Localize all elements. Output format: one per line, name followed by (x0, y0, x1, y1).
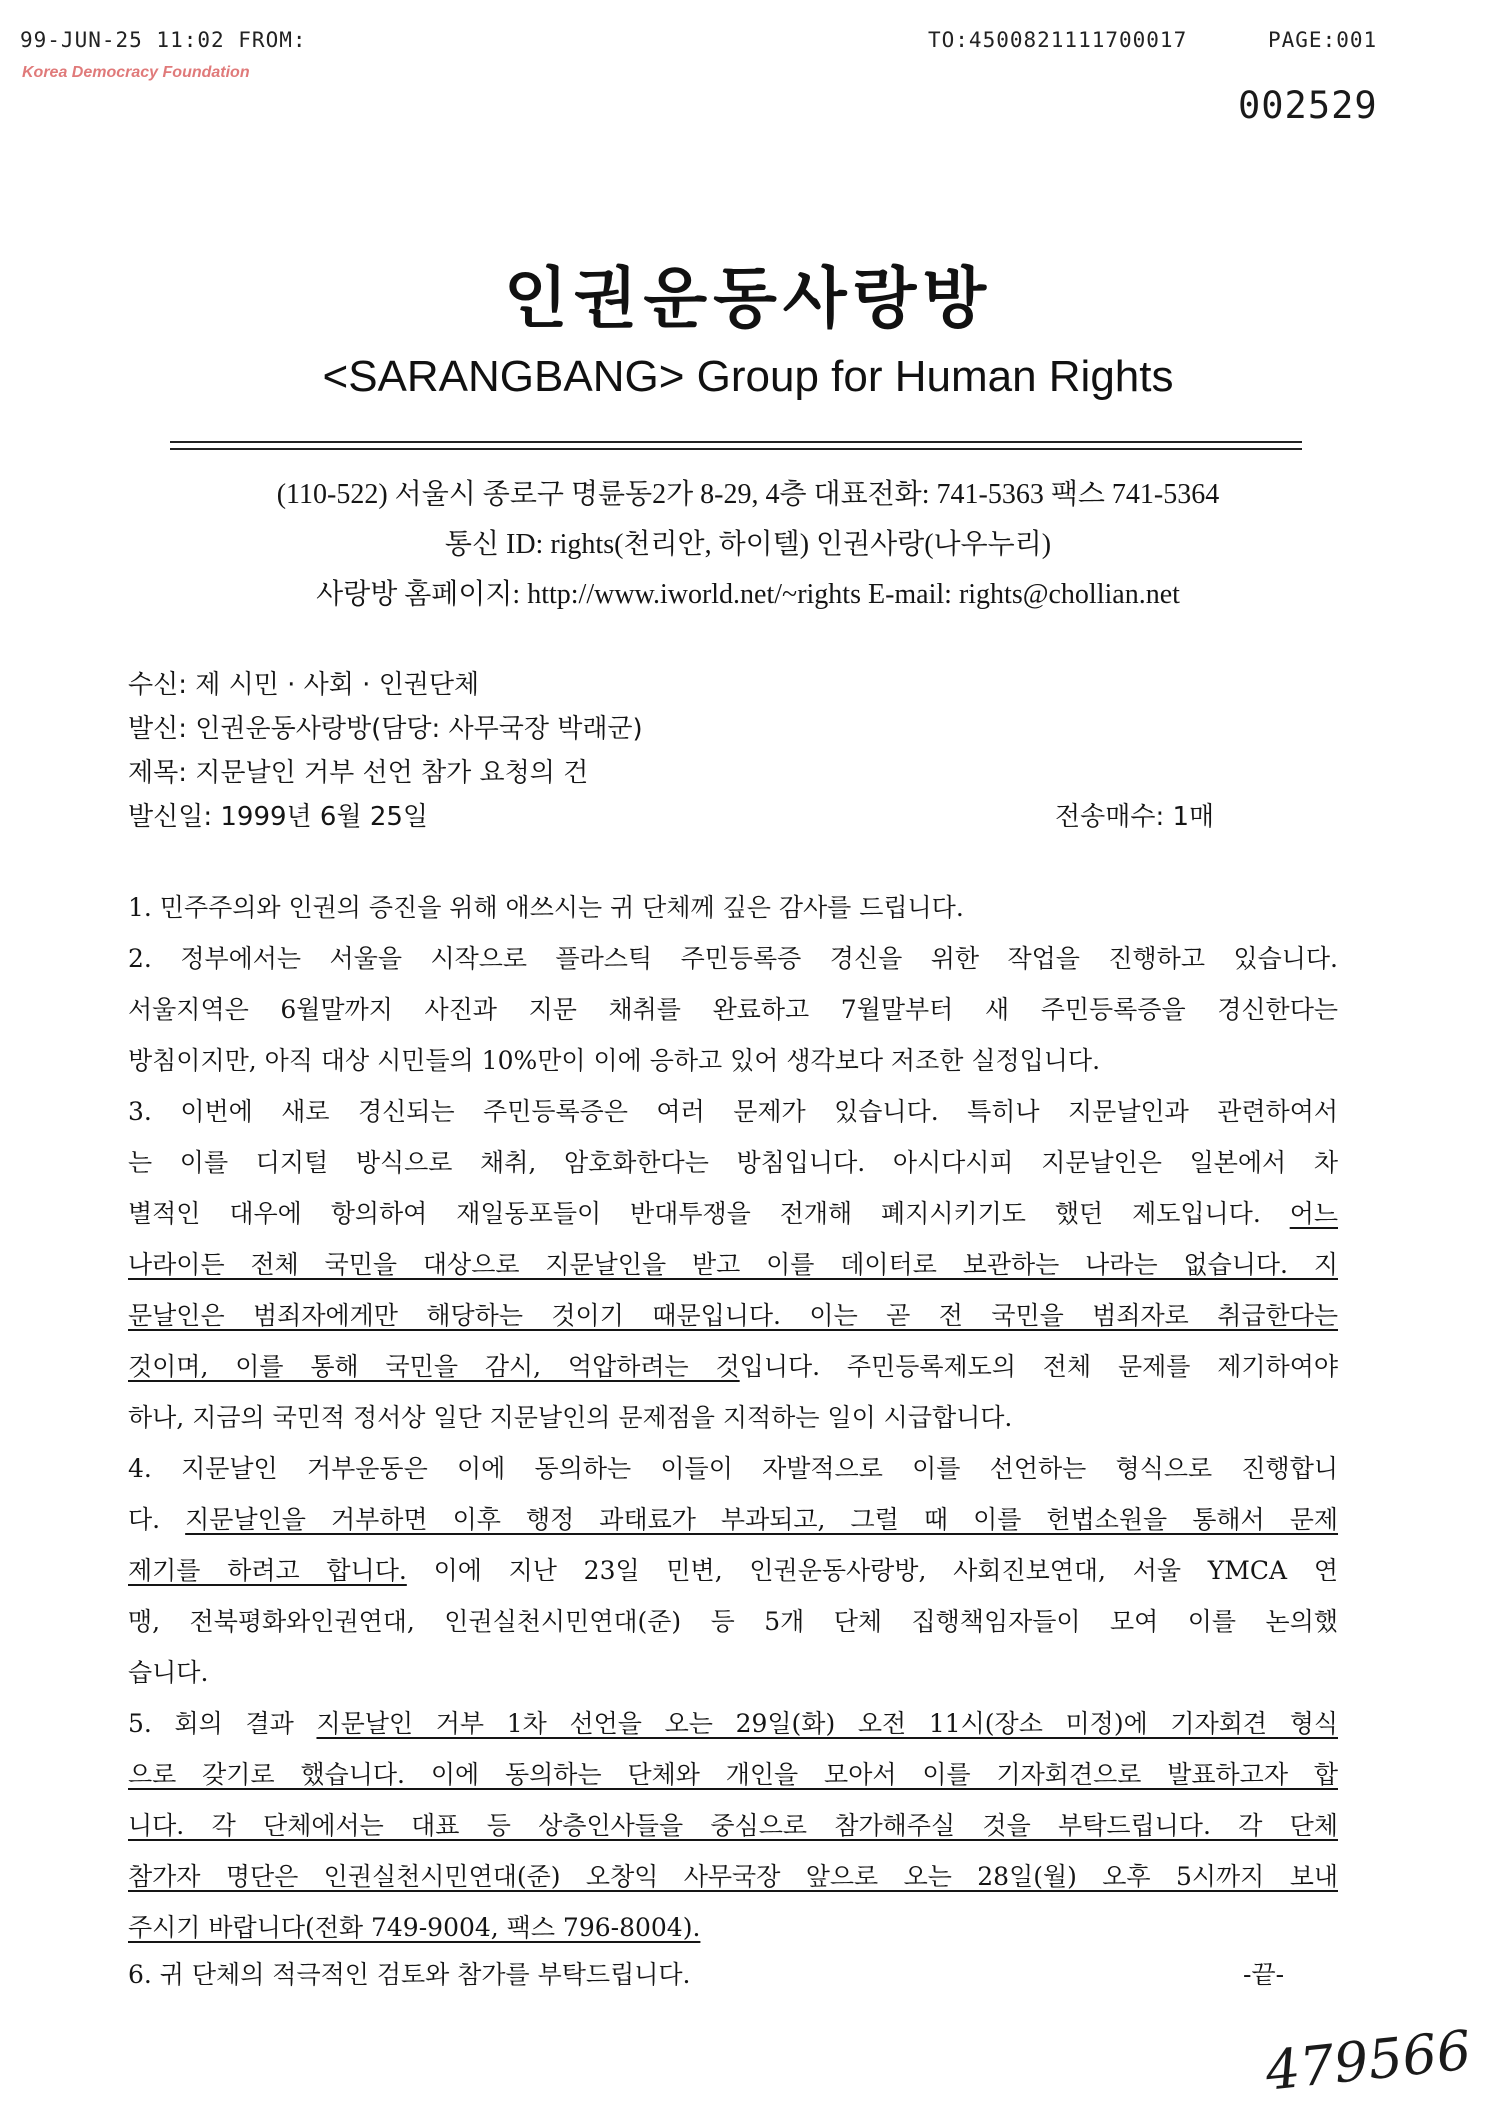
body-line: 6. 귀 단체의 적극적인 검토와 참가를 부탁드립니다. (128, 1960, 691, 1989)
body-text: 5. 회의 결과 (128, 1709, 317, 1738)
fax-page-header: PAGE:001 (1268, 28, 1378, 52)
body-line (128, 1500, 1338, 1536)
archive-watermark: Korea Democracy Foundation (22, 64, 250, 81)
body-text: 다. (128, 1505, 186, 1534)
header-rule-bottom (170, 448, 1302, 450)
body-line-underlined: 나라이든 전체 국민을 대상으로 지문날인을 받고 이를 데이터로 보관하는 나라는 없습니다. 지 (128, 1250, 1338, 1279)
meta-recipient: 수신: 제 시민 · 사회 · 인권단체 (128, 670, 480, 700)
body-text: 입니다. 주민등록제도의 전체 문제를 제기하여야 (739, 1352, 1338, 1381)
body-line-underlined: 니다. 각 단체에서는 대표 등 상층인사들을 중심으로 참가해주실 것을 부탁드립니다. 각 단체 (128, 1811, 1338, 1840)
body-line (128, 1704, 1338, 1740)
body-line: 습니다. (128, 1658, 209, 1687)
underlined-text: 지문날인 거부 1차 선언을 오는 29일(화) 오전 11시(장소 미정)에 기자회견 형식 (316, 1709, 1338, 1738)
body-line: 4. 지문날인 거부운동은 이에 동의하는 이들이 자발적으로 이를 선언하는 형식으로 진행합니 (128, 1454, 1338, 1483)
organization-title-english: <SARANGBANG> Group for Human Rights (322, 352, 1174, 401)
underlined-text: 지문날인을 거부하면 이후 행정 과태료가 부과되고, 그럴 때 이를 헌법소원을 통해서 문제 (185, 1505, 1339, 1534)
body-text: 별적인 대우에 항의하여 재일동포들이 반대투쟁을 전개해 폐지시키기도 했던 제도입니다. (128, 1199, 1290, 1228)
body-line (128, 1347, 1338, 1383)
body-line-underlined: 으로 갖기로 했습니다. 이에 동의하는 단체와 개인을 모아서 이를 기자회견으로 발표하고자 합 (128, 1760, 1338, 1789)
meta-sender: 발신: 인권운동사랑방(담당: 사무국장 박래군) (128, 714, 643, 744)
body-line-underlined: 주시기 바랍니다(전화 749-9004, 팩스 796-8004). (128, 1913, 701, 1942)
underlined-text: 어느 (1289, 1199, 1338, 1228)
organization-title-korean: 인권운동사랑방 (503, 260, 993, 337)
body-line: 서울지역은 6월말까지 사진과 지문 채취를 완료하고 7월말부터 새 주민등록증을 경신한다는 (128, 995, 1338, 1024)
fax-from-header: 99-JUN-25 11:02 FROM: (20, 28, 307, 52)
body-line: 1. 민주주의와 인권의 증진을 위해 애쓰시는 귀 단체께 깊은 감사를 드립니다. (128, 893, 964, 922)
fax-to-header: TO:4500821111700017 (928, 28, 1188, 52)
body-line: 맹, 전북평화와인권연대, 인권실천시민연대(준) 등 5개 단체 집행책임자들이 모여 이를 논의했 (128, 1607, 1338, 1636)
body-text: 이에 지난 23일 민변, 인권운동사랑방, 사회진보연대, 서울 YMCA 연 (406, 1556, 1338, 1585)
address-line: (110-522) 서울시 종로구 명륜동2가 8-29, 4층 대표전화: 741-5363 팩스 741-5364 (276, 479, 1220, 510)
body-line (128, 1194, 1338, 1230)
body-line (128, 1551, 1338, 1587)
handwritten-number-text: 479566 (1262, 2018, 1475, 2103)
body-line: 는 이를 디지털 방식으로 채취, 암호화한다는 방침입니다. 아시다시피 지문날인은 일본에서 차 (128, 1148, 1338, 1177)
underlined-text: 것이며, 이를 통해 국민을 감시, 억압하려는 것 (128, 1352, 740, 1381)
homepage-line: 사랑방 홈페이지: http://www.iworld.net/~rights E-mail: rights@chollian.net (316, 579, 1180, 610)
header-rule-top (170, 441, 1302, 443)
handwritten-archive-number (0, 2000, 1496, 2105)
body-line: 방침이지만, 아직 대상 시민들의 10%만이 이에 응하고 있어 생각보다 저조한 실정입니다. (128, 1046, 1101, 1075)
body-line-underlined: 참가자 명단은 인권실천시민연대(준) 오창익 사무국장 앞으로 오는 28일(월) 오후 5시까지 보내 (128, 1862, 1338, 1891)
comm-id-line: 통신 ID: rights(천리안, 하이텔) 인권사랑(나우누리) (444, 529, 1052, 560)
meta-date: 발신일: 1999년 6월 25일 (128, 802, 429, 832)
body-line: 하나, 지금의 국민적 정서상 일단 지문날인의 문제점을 지적하는 일이 시급합니다. (128, 1403, 1013, 1432)
end-mark: -끝- (1243, 1960, 1285, 1989)
document-number-stamp: 002529 (1238, 84, 1378, 127)
meta-page-count: 전송매수: 1매 (1055, 802, 1215, 832)
underlined-text: 제기를 하려고 합니다. (128, 1556, 407, 1585)
meta-subject: 제목: 지문날인 거부 선언 참가 요청의 건 (128, 758, 589, 788)
body-line: 2. 정부에서는 서울을 시작으로 플라스틱 주민등록증 경신을 위한 작업을 진행하고 있습니다. (128, 944, 1338, 973)
body-line-underlined: 문날인은 범죄자에게만 해당하는 것이기 때문입니다. 이는 곧 전 국민을 범죄자로 취급한다는 (128, 1301, 1338, 1330)
body-line: 3. 이번에 새로 경신되는 주민등록증은 여러 문제가 있습니다. 특히나 지문날인과 관련하여서 (128, 1097, 1338, 1126)
